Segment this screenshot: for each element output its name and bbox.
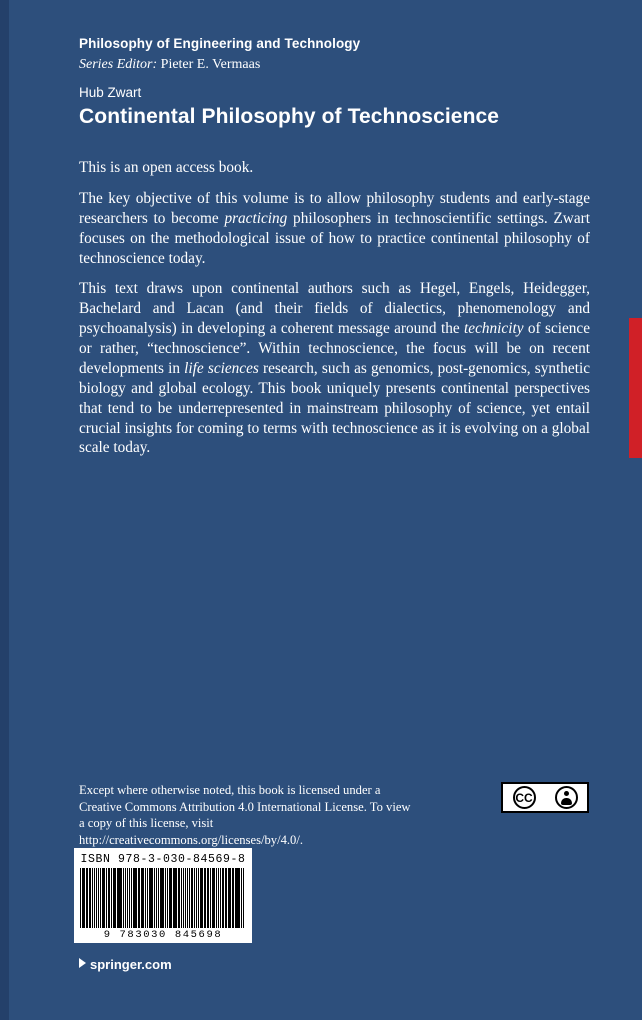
blurb-p2-part-b: philosophers in technoscientific settings. Zwart focuses on the methodological issue of how to practice continental philosophy of technoscience today.	[79, 209, 590, 267]
series-editor-name: Pieter E. Vermaas	[160, 57, 261, 72]
book-author: Hub Zwart	[79, 85, 142, 100]
series-editor-label: Series Editor:	[79, 57, 158, 72]
series-color-tab	[629, 318, 642, 458]
blurb-p2-part-a: The key objective of this volume is to allow philosophy students and early-stage researchers to become	[79, 189, 590, 227]
blurb-p2-emphasis: practicing	[224, 209, 288, 227]
blurb-p3-part-b: of science or rather, “technoscience”. Within technoscience, the focus will be on recent developments in	[79, 320, 591, 377]
cc-icon: CC	[513, 786, 536, 809]
cc-by-label: BY	[562, 801, 570, 807]
barcode-bars	[80, 868, 246, 928]
creative-commons-badge	[501, 782, 589, 813]
ean-digits: 9 783030 845698	[103, 929, 223, 941]
series-title: Philosophy of Engineering and Technology	[79, 36, 361, 51]
back-cover-blurb	[79, 158, 590, 458]
blurb-paragraph-1: This is an open access book.	[79, 159, 254, 176]
spine-edge	[0, 0, 9, 1020]
blurb-paragraph-2	[79, 189, 590, 269]
springer-triangle-icon	[79, 958, 86, 968]
cc-by-icon	[555, 786, 578, 809]
isbn-text: ISBN 978-3-030-84569-8	[80, 853, 246, 866]
blurb-p3-part-a: This text draws upon continental authors such as Hegel, Engels, Heidegger, Bachelard and Lacan (and their fields of dialectics, phenomenology and psychoanalysis) in developing a coherent message around the	[79, 280, 590, 338]
isbn-barcode	[74, 848, 252, 943]
cover-content	[79, 0, 591, 1020]
book-title: Continental Philosophy of Technoscience	[79, 105, 500, 128]
publisher-name: springer.com	[90, 957, 172, 972]
blurb-p3-part-c: research, such as genomics, post-genomics, synthetic biology and global ecology. This book uniquely presents continental perspectives that tend to be underrepresented in mainstream philosophy of science, yet entail crucial insights for coming to terms with technoscience as it is evolving on a global scale today.	[79, 359, 590, 457]
blurb-p3-emphasis-2: life sciences	[184, 359, 259, 377]
blurb-paragraph-3	[79, 279, 590, 458]
cc-by-person-head	[564, 791, 569, 796]
license-notice: Except where otherwise noted, this book is licensed under a Creative Commons Attribution 4.0 International License. To view a copy of this license, visit http://creativecommons.org/licenses/by/4.0/.	[79, 783, 411, 848]
series-editor	[79, 57, 260, 73]
blurb-p3-emphasis-1: technicity	[464, 320, 524, 338]
publisher-logo	[79, 957, 172, 972]
